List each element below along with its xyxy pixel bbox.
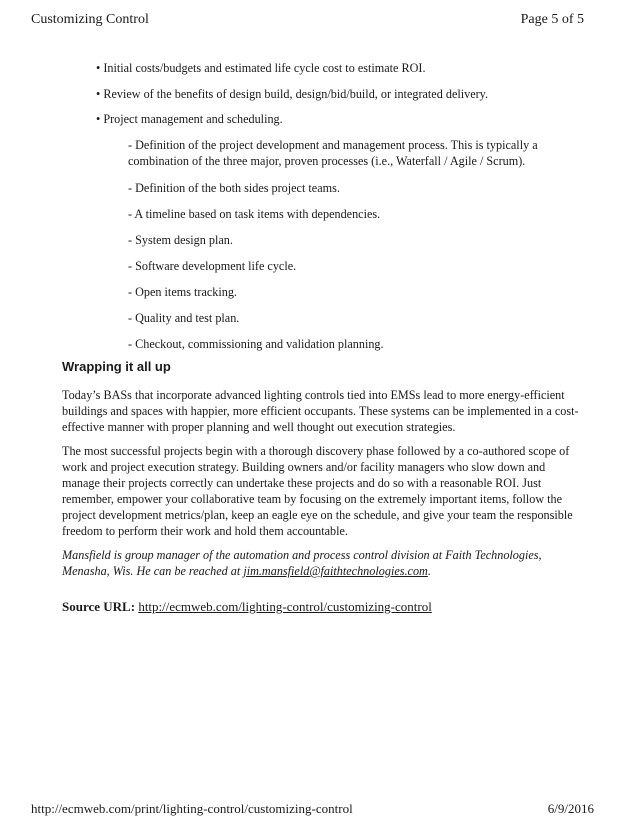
bullet-item: • Initial costs/budgets and estimated life cycle cost to estimate ROI. bbox=[96, 61, 426, 75]
header-title: Customizing Control bbox=[31, 12, 149, 27]
source-url bbox=[62, 599, 432, 615]
footer-date: 6/9/2016 bbox=[547, 801, 594, 816]
sub-item: - Open items tracking. bbox=[128, 285, 237, 299]
source-label: Source URL: bbox=[62, 599, 136, 614]
bio-text: Mansfield is group manager of the automation and process control division at Faith Technologies, Menasha, Wis. He can be reached at bbox=[62, 548, 542, 578]
sub-item: - System design plan. bbox=[128, 233, 233, 247]
sub-item: - A timeline based on task items with dependencies. bbox=[128, 207, 381, 221]
sub-item: - Definition of the project development and management process. This is typically a combination of the three major, proven processes (i.e., Waterfall / Agile / Scrum). bbox=[128, 138, 538, 168]
bullet-item: • Review of the benefits of design build, design/bid/build, or integrated delivery. bbox=[96, 87, 489, 101]
sub-item: - Definition of the both sides project teams. bbox=[128, 181, 340, 195]
section-heading: Wrapping it all up bbox=[62, 359, 171, 374]
page-number: Page 5 of 5 bbox=[520, 12, 584, 27]
footer-url: http://ecmweb.com/print/lighting-control/customizing-control bbox=[31, 801, 353, 816]
sub-item: - Software development life cycle. bbox=[128, 259, 297, 273]
bio-end: . bbox=[427, 564, 431, 578]
sub-item: - Quality and test plan. bbox=[128, 311, 240, 325]
author-bio bbox=[62, 547, 582, 579]
paragraph: Today’s BASs that incorporate advanced lighting controls tied into EMSs lead to more energy-efficient buildings and spaces with happier, more efficient occupants. These systems can be implemented in a cost-effective manner with proper planning and well thought out execution strategies. bbox=[62, 388, 579, 434]
email-link[interactable]: jim.mansfield@faithtechnologies.com bbox=[243, 564, 428, 578]
source-link[interactable]: http://ecmweb.com/lighting-control/customizing-control bbox=[138, 599, 432, 614]
bullet-item: • Project management and scheduling. bbox=[96, 112, 283, 126]
paragraph: The most successful projects begin with a thorough discovery phase followed by a co-authored scope of work and project execution strategy. Building owners and/or facility managers who slow down and manage their projects correctly can undertake these projects and do so with a reasonable ROI. Just remember, empower your collaborative team by focusing on the extremely important items, follow the project development metrics/plan, keep an eagle eye on the schedule, and give your team the responsible freedom to perform their work and hold them accountable. bbox=[62, 444, 573, 538]
sub-item: - Checkout, commissioning and validation planning. bbox=[128, 337, 384, 351]
